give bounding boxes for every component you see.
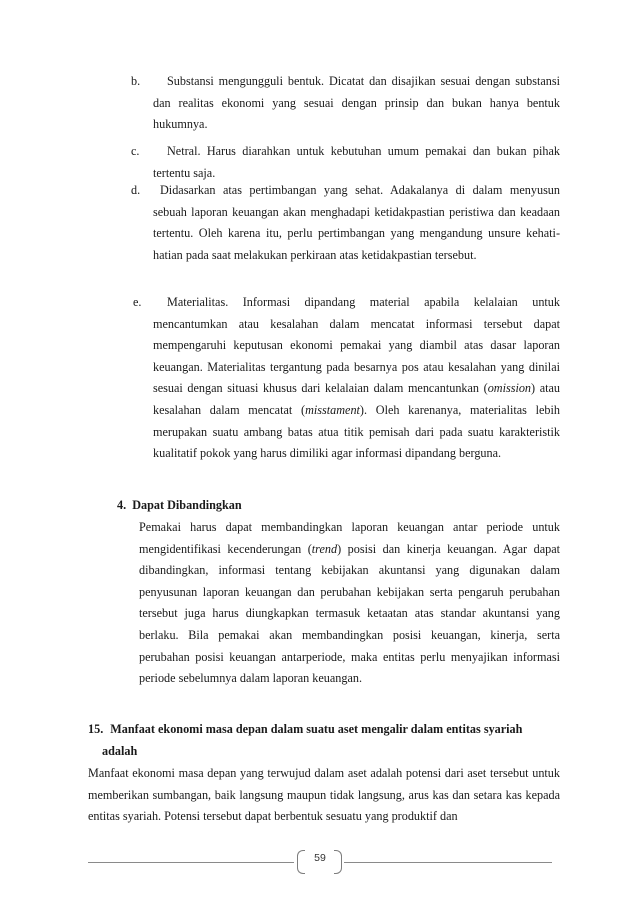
section-4-heading: 4. Dapat Dibandingkan <box>117 498 242 512</box>
list-marker-c: c. <box>131 144 140 158</box>
section-15-number: 15. <box>88 722 104 736</box>
left-brace-icon <box>297 850 305 874</box>
section-4-title: Dapat Dibandingkan <box>132 498 242 512</box>
section-4-number: 4 <box>117 498 124 512</box>
page-number: 59 <box>314 852 326 864</box>
right-brace-icon <box>334 850 342 874</box>
list-marker-e: e. <box>133 295 142 309</box>
section-15-title-line2: adalah <box>102 743 138 758</box>
footer-rule-right <box>344 862 552 863</box>
section-4-body: Pemakai harus dapat membandingkan laporan keuangan antar periode untuk mengidentifikasi kecenderungan (trend) posisi dan kinerja keuangan. Agar dapat dibandingkan, informasi tentang kebijakan akuntansi yang digunakan dalam penyusunan laporan keuangan dan perubahan kebijakan serta pengaruh perubahan tersebut juga harus diungkapkan termasuk ketaatan atas standar akuntansi yang berlaku. Bila pemakai akan membandingkan posisi keuangan, kinerja, serta perubahan posisi keuangan antarperiode, maka entitas perlu menyajikan informasi periode sebelumnya dalam laporan keuangan. <box>139 520 561 686</box>
section-15-heading <box>88 719 560 762</box>
section-15-title-line1: Manfaat ekonomi masa depan dalam suatu aset mengalir dalam entitas syariah <box>110 722 523 736</box>
list-text-e: Materialitas. Informasi dipandang material apabila kelalaian untuk mencantumkan atau kesalahan dalam mencatat informasi tersebut dapat mempengaruhi keputusan ekonomi pemakai yang diambil atas dasar laporan keuangan. Materialitas tergantung pada besarnya pos atau kesalahan yang dinilai sesuai dengan situasi khusus dari kelalaian dalam mencantunkan (omission) atau kesalahan dalam mencatat (misstament). Oleh karenanya, materialitas lebih merupakan suatu ambang batas atua titik pemisah dari pada suatu karakteristik kualitatif pokok yang harus dimiliki agar informasi dipandang berguna. <box>153 295 560 461</box>
list-marker-b: b. <box>131 74 141 88</box>
list-text-d: Didasarkan atas pertimbangan yang sehat. Adakalanya di dalam menyusun sebuah laporan keuangan akan menghadapi ketidakpastian peristiwa dan keadaan tertentu. Oleh karena itu, perlu pertimbangan yang mengandung unsure kehati-hatian pada saat melakukan perkiraan atas ketidakpastian tersebut. <box>153 183 560 262</box>
section-15-body: Manfaat ekonomi masa depan yang terwujud dalam aset adalah potensi dari aset tersebut untuk memberikan sumbangan, baik langsung maupun tidak langsung, arus kas dan setara kas kepada entitas syariah. Potensi tersebut dapat berbentuk sesuatu yang produktif dan <box>88 766 560 824</box>
list-text-b: Substansi mengungguli bentuk. Dicatat dan disajikan sesuai dengan substansi dan realitas ekonomi yang sesuai dengan prinsip dan bukan hanya bentuk hukumnya. <box>153 74 560 132</box>
footer-rule-left <box>88 862 294 863</box>
list-text-c: Netral. Harus diarahkan untuk kebutuhan umum pemakai dan bukan pihak tertentu saja. <box>153 144 560 180</box>
list-marker-d: d. <box>131 183 141 197</box>
